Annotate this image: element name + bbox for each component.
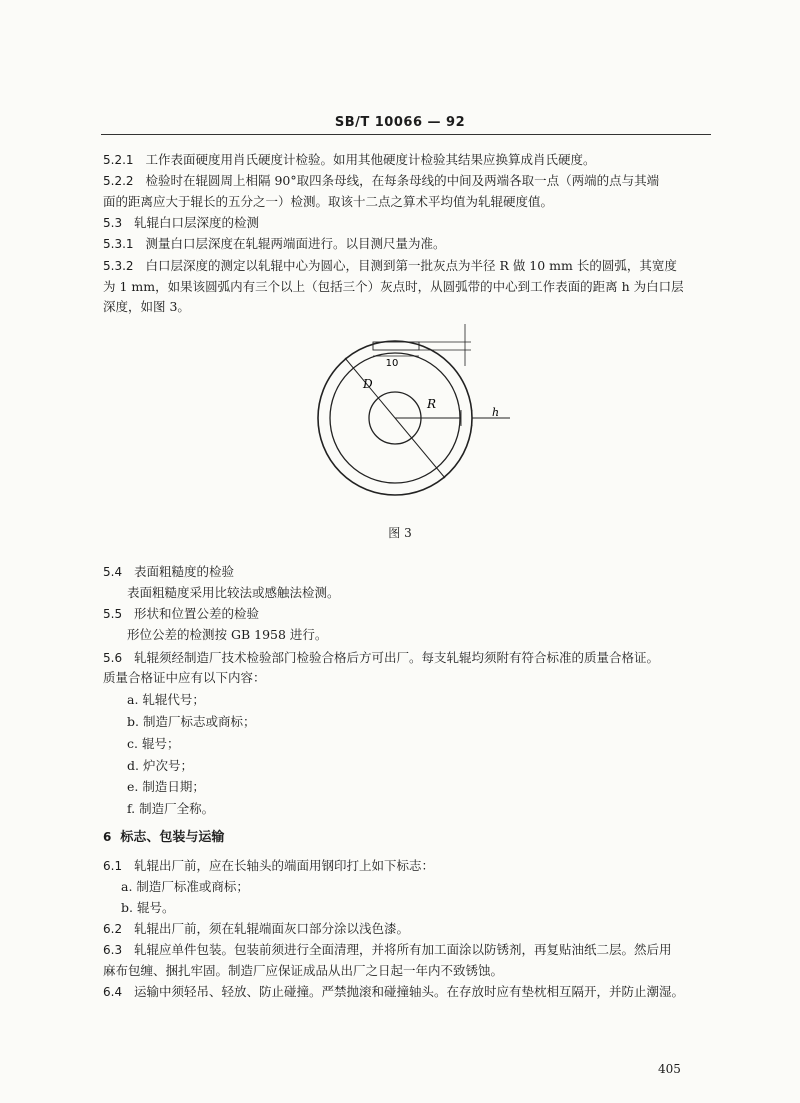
clause-text: 轧辊须经制造厂技术检验部门检验合格后方可出厂。每支轧辊均须附有符合标准的质量合格证。	[134, 650, 660, 665]
clause-text: 检验时在辊圆周上相隔 90°取四条母线，在每条母线的中间及两端各取一点（两端的点与其端	[145, 173, 660, 188]
clause-number: 6.1	[103, 859, 123, 873]
list-item-a	[127, 691, 205, 708]
section-6-heading	[103, 829, 224, 846]
clause-6-1	[103, 857, 434, 875]
clause-5-5-body	[127, 626, 327, 643]
clause-number: 5.3.2	[103, 259, 134, 273]
list-item-d	[127, 757, 193, 774]
list-item-e	[127, 778, 205, 795]
clause-text: 为 1 mm，如果该圆弧内有三个以上（包括三个）灰点时，从圆弧带的中心到工作表面的距离 h 为白口层	[103, 279, 684, 294]
clause-text: 质量合格证中应有以下内容：	[103, 670, 266, 685]
list-item-text: a. 制造厂标准或商标；	[121, 879, 249, 894]
list-item-text: a. 轧辊代号；	[127, 692, 205, 707]
clause-5-6-cont	[103, 669, 266, 686]
clause-number: 6.2	[103, 922, 123, 936]
clause-text: 表面粗糙度采用比较法或感触法检测。	[127, 585, 340, 600]
clause-6-3-cont	[103, 962, 503, 979]
clause-text: 轧辊出厂前，应在长轴头的端面用钢印打上如下标志：	[134, 858, 435, 873]
clause-5-3-1	[103, 235, 445, 253]
clause-text: 形状和位置公差的检验	[134, 606, 260, 621]
list-item-text: c. 辊号；	[127, 736, 180, 751]
clause-number: 5.4	[103, 565, 123, 579]
clause-text: 深度，如图 3。	[103, 299, 190, 314]
page-number: 405	[658, 1062, 681, 1076]
clause-number: 5.2.1	[103, 153, 134, 167]
clause-number: 5.3.1	[103, 237, 134, 251]
clause-text: 测量白口层深度在轧辊两端面进行。以目测尺量为准。	[145, 236, 446, 251]
clause-text: 麻布包缠、捆扎牢固。制造厂应保证成品从出厂之日起一年内不致锈蚀。	[103, 963, 504, 978]
label-ten: 10	[385, 358, 399, 369]
clause-5-3-2-cont-2	[103, 298, 190, 315]
list-item-text: d. 炉次号；	[127, 758, 193, 773]
header-rule	[101, 134, 711, 135]
clause-text: 轧辊白口层深度的检测	[134, 215, 260, 230]
figure-3-roll-diagram	[315, 318, 515, 518]
section-number: 6	[103, 830, 112, 844]
clause-6-4	[103, 983, 684, 1001]
list-item-text: e. 制造日期；	[127, 779, 205, 794]
clause-number: 5.5	[103, 607, 123, 621]
section-title: 标志、包装与运输	[120, 830, 225, 845]
clause-5-6	[103, 649, 659, 667]
clause-text: 面的距离应大于辊长的五分之一）检测。取该十二点之算术平均值为轧辊硬度值。	[103, 194, 554, 209]
list-item-b	[127, 713, 255, 730]
label-h: h	[492, 406, 500, 419]
clause-5-3	[103, 214, 259, 232]
clause-text: 运输中须轻吊、轻放、防止碰撞。严禁抛滚和碰撞轴头。在存放时应有垫枕相互隔开，并防止潮湿。	[134, 984, 685, 999]
clause-6-2	[103, 920, 409, 938]
clause-number: 6.4	[103, 985, 123, 999]
list-item-6-1-b	[121, 899, 174, 916]
clause-text: 工作表面硬度用肖氏硬度计检验。如用其他硬度计检验其结果应换算成肖氏硬度。	[145, 152, 596, 167]
clause-5-4	[103, 563, 234, 581]
label-r: R	[427, 397, 437, 411]
clause-text: 表面粗糙度的检验	[134, 564, 235, 579]
list-item-text: b. 辊号。	[121, 900, 175, 915]
clause-text: 白口层深度的测定以轧辊中心为圆心，目测到第一批灰点为半径 R 做 10 mm 长的圆弧，其宽度	[145, 258, 677, 273]
clause-5-2-1	[103, 151, 595, 169]
label-d: D	[363, 377, 373, 391]
clause-text: 轧辊应单件包装。包装前须进行全面清理，并将所有加工面涂以防锈剂，再复贴油纸二层。然后用	[134, 942, 672, 957]
clause-5-4-body	[127, 584, 340, 601]
clause-text: 轧辊出厂前，须在轧辊端面灰口部分涂以浅色漆。	[134, 921, 410, 936]
list-item-c	[127, 735, 179, 752]
clause-6-3	[103, 941, 672, 959]
clause-5-5	[103, 605, 259, 623]
list-item-text: f. 制造厂全称。	[127, 801, 215, 816]
clause-5-2-2-cont	[103, 193, 553, 210]
clause-5-3-2	[103, 257, 677, 275]
clause-number: 5.3	[103, 216, 123, 230]
document-header-code: SB/T 10066 — 92	[334, 115, 466, 130]
list-item-f	[127, 800, 214, 817]
clause-5-3-2-cont-1	[103, 278, 684, 295]
clause-text: 形位公差的检测按 GB 1958 进行。	[127, 627, 328, 642]
figure-caption: 图 3	[388, 526, 412, 540]
list-item-text: b. 制造厂标志或商标；	[127, 714, 256, 729]
clause-number: 5.2.2	[103, 174, 134, 188]
clause-number: 5.6	[103, 651, 123, 665]
clause-number: 6.3	[103, 943, 123, 957]
list-item-6-1-a	[121, 878, 249, 895]
clause-5-2-2	[103, 172, 659, 190]
